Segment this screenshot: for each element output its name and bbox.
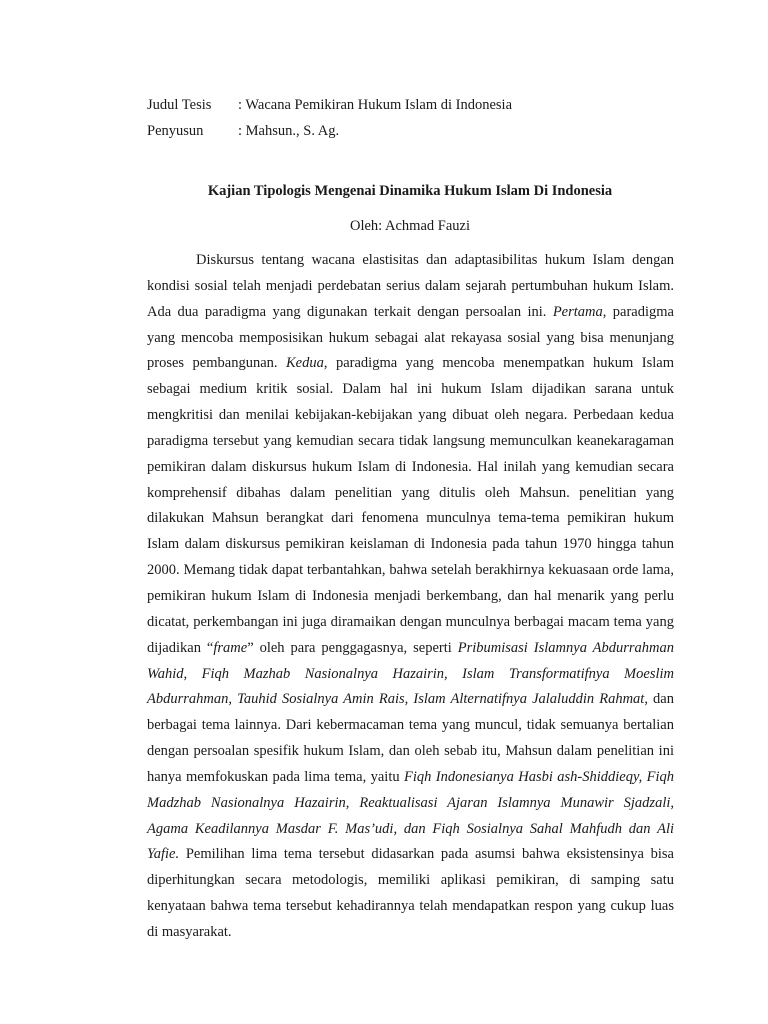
body-italic-pertama: Pertama [552,303,603,320]
thesis-title-row [147,92,512,118]
body-text-5: , dan berbagai tema lainnya. Dari kebermacaman tema yang muncul, tidak semuanya bertalian dengan persoalan spesifik hukum Islam, dan oleh sebab itu, Mahsun dalam penelitian ini hanya memfokuskan pada lima tema, yaitu [147,691,674,785]
body-text-2: , paradigma yang mencoba memposisikan hukum sebagai alat rekayasa sosial yang bisa menunjang proses pembangunan. [147,303,674,372]
body-italic-list-1: Pribumisasi Islamnya Abdurrahman Wahid, Fiqh Mazhab Nasionalnya Hazairin, Islam Transformatifnya Moeslim Abdurrahman, Tauhid Sosialnya Amin Rais, Islam Alternatifnya Jalaluddin Rahmat [147,639,674,708]
body-italic-frame: frame [213,639,248,656]
thesis-author-label: Penyusun [147,123,204,139]
body-text-3: , paradigma yang mencoba menempatkan hukum Islam sebagai medium kritik sosial. Dalam hal ini hukum Islam dijadikan sarana untuk mengkritisi dan menilai kebijakan-kebijakan yang dibuat oleh negara. Perbedaan kedua paradigma tersebut yang kemudian secara tidak langsung memunculkan keanekaragaman pemikiran dalam diskursus hukum Islam di Indonesia. Hal inilah yang kemudian secara komprehensif dibahas dalam penelitian yang ditulis oleh Mahsun. penelitian yang dilakukan Mahsun berangkat dari fenomena munculnya tema-tema pemikiran hukum Islam dalam diskursus pemikiran keislaman di Indonesia pada tahun 1970 hingga tahun 2000. Memang tidak dapat terbantahkan, bahwa setelah berakhirnya kekuasaan orde lama, pemikiran hukum Islam di Indonesia menjadi berkembang, dan hal menarik yang perlu dicatat, perkembangan ini juga diramaikan dengan munculnya berbagai macam tema yang dijadikan “ [147,355,674,656]
body-text-6: Pemilihan lima tema tersebut didasarkan pada asumsi bahwa eksistensinya bisa diperhitungkan secara metodologis, memiliki aplikasi pemikiran, di samping satu kenyataan bahwa tema tersebut kehadirannya telah mendapatkan respon yang cukup luas di masyarakat. [147,846,674,940]
thesis-title-value: : Wacana Pemikiran Hukum Islam di Indonesia [238,97,512,113]
body-paragraph [147,248,674,946]
review-title: Kajian Tipologis Mengenai Dinamika Hukum Islam Di Indonesia [207,183,613,199]
body-text-1: Diskursus tentang wacana elastisitas dan adaptasibilitas hukum Islam dengan kondisi sosial telah menjadi perdebatan serius dalam sejarah pertumbuhan hukum Islam. Ada dua paradigma yang digunakan terkait dengan persoalan ini. [147,252,674,320]
body-italic-list-2: Fiqh Indonesianya Hasbi ash-Shiddieqy, Fiqh Madzhab Nasionalnya Hazairin, Reaktualisasi Ajaran Islamnya Munawir Sjadzali, Agama Keadilannya Masdar F. Mas’udi, dan Fiqh Sosialnya Sahal Mahfudh dan Ali Yafie. [147,768,675,863]
thesis-author-row [147,118,512,144]
thesis-info [147,92,512,144]
thesis-author-value: : Mahsun., S. Ag. [238,123,340,139]
body-italic-kedua: Kedua [286,355,324,372]
thesis-title-label: Judul Tesis [147,97,212,113]
review-author: Oleh: Achmad Fauzi [349,218,470,234]
body-text-4: ” oleh para penggagasnya, seperti [247,639,458,656]
